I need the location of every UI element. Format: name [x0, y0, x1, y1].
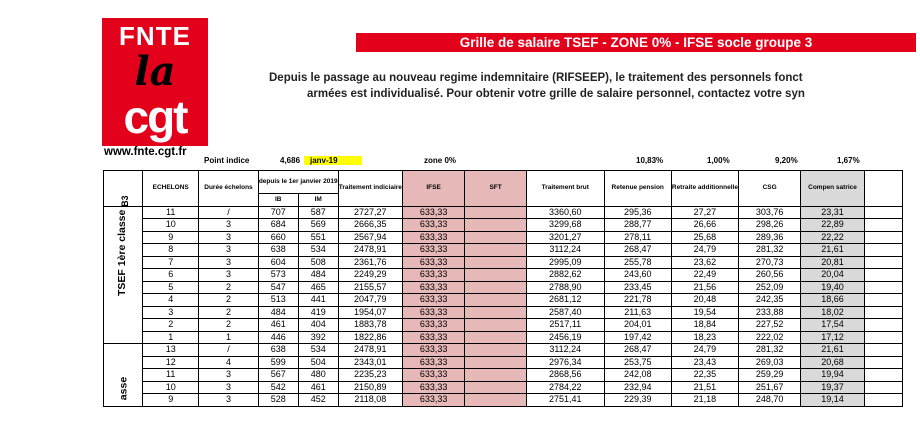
pct-retraite: 1,00%: [707, 156, 730, 165]
cell-im: 508: [298, 256, 338, 269]
cell-duree: 3: [199, 369, 259, 382]
cell-retraite-additionnelle: 18,23: [671, 331, 738, 344]
cell-retenue-pension: 255,78: [604, 256, 671, 269]
cell-compensatrice: 20,81: [801, 256, 864, 269]
cell-ifse: 633,33: [402, 394, 464, 407]
logo-la-text: la: [134, 48, 176, 95]
cell-echelon: 8: [143, 244, 199, 257]
cell-sft: [465, 344, 527, 357]
header-traitement-indiciaire: Traitement indiciaire: [338, 171, 402, 207]
table-row: [104, 319, 903, 332]
cell-traitement-brut: 2995,09: [526, 256, 604, 269]
cell-ib: 573: [258, 269, 298, 282]
cell-compensatrice: 18,66: [801, 294, 864, 307]
cell-cut: [864, 369, 902, 382]
cell-ib: 638: [258, 244, 298, 257]
cell-traitement-brut: 3299,68: [526, 219, 604, 232]
cell-compensatrice: 19,40: [801, 281, 864, 294]
cell-ifse: 633,33: [402, 356, 464, 369]
group-label-text: asse: [117, 376, 130, 400]
cell-cut: [864, 381, 902, 394]
cell-traitement-brut: 2788,90: [526, 281, 604, 294]
cell-echelon: 13: [143, 344, 199, 357]
cell-traitement-indiciaire: 2047,79: [338, 294, 402, 307]
table-row: [104, 369, 903, 382]
cell-duree: 1: [199, 331, 259, 344]
header-echelons: ECHELONS: [143, 171, 199, 207]
cell-retraite-additionnelle: 24,79: [671, 344, 738, 357]
cell-echelon: 11: [143, 369, 199, 382]
cell-compensatrice: 20,04: [801, 269, 864, 282]
table-row: [104, 206, 903, 219]
table-row: [104, 281, 903, 294]
cell-echelon: 4: [143, 294, 199, 307]
cell-traitement-indiciaire: 2343,01: [338, 356, 402, 369]
cell-duree: /: [199, 206, 259, 219]
cell-traitement-brut: 2976,34: [526, 356, 604, 369]
cell-cut: [864, 231, 902, 244]
header-depuis: depuis le 1er janvier 2019: [258, 171, 338, 194]
table-row: [104, 219, 903, 232]
cell-ib: 513: [258, 294, 298, 307]
cell-retraite-additionnelle: 19,54: [671, 306, 738, 319]
cell-traitement-brut: 2681,12: [526, 294, 604, 307]
cell-traitement-brut: 2882,62: [526, 269, 604, 282]
cell-echelon: 9: [143, 231, 199, 244]
cell-im: 551: [298, 231, 338, 244]
cell-echelon: 6: [143, 269, 199, 282]
cell-im: 404: [298, 319, 338, 332]
cell-duree: 2: [199, 281, 259, 294]
cell-retraite-additionnelle: 24,79: [671, 244, 738, 257]
cell-ifse: 633,33: [402, 281, 464, 294]
cell-retenue-pension: 221,78: [604, 294, 671, 307]
cell-traitement-indiciaire: 2155,57: [338, 281, 402, 294]
cell-echelon: 7: [143, 256, 199, 269]
table-row: [104, 381, 903, 394]
cell-compensatrice: 20,68: [801, 356, 864, 369]
cell-csg: 303,76: [738, 206, 800, 219]
cell-ib: 542: [258, 381, 298, 394]
table-row: [104, 306, 903, 319]
cell-retenue-pension: 197,42: [604, 331, 671, 344]
description-line-1: Depuis le passage au nouveau regime indemnitaire (RIFSEEP), le traitement des personnels fonct: [269, 72, 803, 84]
cell-ifse: 633,33: [402, 381, 464, 394]
cell-echelon: 1: [143, 331, 199, 344]
cell-ifse: 633,33: [402, 344, 464, 357]
header-csg: CSG: [738, 171, 800, 207]
cell-compensatrice: 17,12: [801, 331, 864, 344]
cell-retenue-pension: 268,47: [604, 244, 671, 257]
cell-csg: 289,36: [738, 231, 800, 244]
cell-ifse: 633,33: [402, 219, 464, 232]
cell-ifse: 633,33: [402, 231, 464, 244]
cell-cut: [864, 394, 902, 407]
cell-csg: 252,09: [738, 281, 800, 294]
cell-retenue-pension: 229,39: [604, 394, 671, 407]
cell-duree: 3: [199, 394, 259, 407]
cell-traitement-brut: 3112,24: [526, 344, 604, 357]
cell-im: 419: [298, 306, 338, 319]
cell-duree: 2: [199, 306, 259, 319]
table-row: [104, 256, 903, 269]
cell-traitement-indiciaire: 2150,89: [338, 381, 402, 394]
cell-sft: [465, 356, 527, 369]
cell-retraite-additionnelle: 26,66: [671, 219, 738, 232]
cell-sft: [465, 244, 527, 257]
cell-traitement-brut: 2868,56: [526, 369, 604, 382]
group-label-sub: B3: [120, 195, 131, 207]
cell-im: 480: [298, 369, 338, 382]
cell-im: 534: [298, 244, 338, 257]
cell-csg: 269,03: [738, 356, 800, 369]
pct-compen: 1,67%: [837, 156, 860, 165]
cell-ib: 567: [258, 369, 298, 382]
cell-cut: [864, 256, 902, 269]
cell-retenue-pension: 295,36: [604, 206, 671, 219]
cell-ifse: 633,33: [402, 206, 464, 219]
cell-retenue-pension: 288,77: [604, 219, 671, 232]
cell-csg: 270,73: [738, 256, 800, 269]
cell-im: 461: [298, 381, 338, 394]
cell-retraite-additionnelle: 20,48: [671, 294, 738, 307]
cell-ib: 599: [258, 356, 298, 369]
cell-ifse: 633,33: [402, 244, 464, 257]
cell-sft: [465, 206, 527, 219]
cell-cut: [864, 219, 902, 232]
header-im: IM: [298, 194, 338, 207]
cell-traitement-brut: 2456,19: [526, 331, 604, 344]
cell-ib: 461: [258, 319, 298, 332]
cell-sft: [465, 281, 527, 294]
cell-echelon: 3: [143, 306, 199, 319]
cell-duree: 3: [199, 381, 259, 394]
cell-compensatrice: 21,61: [801, 244, 864, 257]
cell-cut: [864, 244, 902, 257]
cell-csg: 251,67: [738, 381, 800, 394]
cell-traitement-indiciaire: 1954,07: [338, 306, 402, 319]
cell-ib: 638: [258, 344, 298, 357]
cell-traitement-indiciaire: 1883,78: [338, 319, 402, 332]
point-indice-value: 4,686: [280, 156, 301, 165]
group-label-cell: [104, 344, 143, 407]
cell-duree: 4: [199, 356, 259, 369]
cell-ib: 604: [258, 256, 298, 269]
cell-retenue-pension: 211,63: [604, 306, 671, 319]
cell-csg: 242,35: [738, 294, 800, 307]
cell-sft: [465, 219, 527, 232]
cell-im: 452: [298, 394, 338, 407]
cell-sft: [465, 381, 527, 394]
cell-duree: 3: [199, 256, 259, 269]
cell-retenue-pension: 253,75: [604, 356, 671, 369]
header-cut: [864, 171, 902, 207]
cell-traitement-indiciaire: 2666,35: [338, 219, 402, 232]
cell-traitement-indiciaire: 2567,94: [338, 231, 402, 244]
cell-compensatrice: 19,14: [801, 394, 864, 407]
cell-ib: 547: [258, 281, 298, 294]
cell-sft: [465, 306, 527, 319]
page-title: Grille de salaire TSEF - ZONE 0% - IFSE socle groupe 3: [459, 35, 813, 50]
cell-cut: [864, 206, 902, 219]
cell-ib: 684: [258, 219, 298, 232]
cell-im: 587: [298, 206, 338, 219]
cell-compensatrice: 23,31: [801, 206, 864, 219]
cell-compensatrice: 19,94: [801, 369, 864, 382]
fnte-cgt-logo: [102, 18, 208, 146]
cell-ib: 484: [258, 306, 298, 319]
cell-csg: 281,32: [738, 344, 800, 357]
group-label: [115, 195, 131, 297]
cell-sft: [465, 231, 527, 244]
cell-traitement-brut: 3201,27: [526, 231, 604, 244]
cell-ib: 660: [258, 231, 298, 244]
cell-echelon: 10: [143, 219, 199, 232]
pct-csg: 9,20%: [775, 156, 798, 165]
cell-im: 534: [298, 344, 338, 357]
website-link[interactable]: www.fnte.cgt.fr: [104, 146, 187, 158]
cell-retraite-additionnelle: 18,84: [671, 319, 738, 332]
cell-ifse: 633,33: [402, 369, 464, 382]
cell-duree: 2: [199, 319, 259, 332]
table-row: [104, 231, 903, 244]
cell-ifse: 633,33: [402, 331, 464, 344]
header-retraite-additionnelle: Retraite additionnelle: [671, 171, 738, 207]
cell-ifse: 633,33: [402, 256, 464, 269]
cell-traitement-indiciaire: 2727,27: [338, 206, 402, 219]
cell-retraite-additionnelle: 22,35: [671, 369, 738, 382]
cell-im: 504: [298, 356, 338, 369]
date-cell: janv-19: [304, 156, 362, 165]
cell-retraite-additionnelle: 21,51: [671, 381, 738, 394]
header-ib: IB: [258, 194, 298, 207]
cell-sft: [465, 369, 527, 382]
cell-sft: [465, 331, 527, 344]
cell-echelon: 2: [143, 319, 199, 332]
cell-traitement-indiciaire: 1822,86: [338, 331, 402, 344]
header-traitement-brut: Traitement brut: [526, 171, 604, 207]
cell-echelon: 5: [143, 281, 199, 294]
group-label-cell: [104, 195, 143, 344]
cell-csg: 281,32: [738, 244, 800, 257]
cell-retraite-additionnelle: 21,56: [671, 281, 738, 294]
cell-ifse: 633,33: [402, 319, 464, 332]
point-indice-label: Point indice: [204, 156, 250, 165]
logo-fnte-text: FNTE: [119, 21, 191, 51]
cell-retraite-additionnelle: 27,27: [671, 206, 738, 219]
table-row: [104, 294, 903, 307]
table-row: [104, 394, 903, 407]
cell-traitement-indiciaire: 2235,23: [338, 369, 402, 382]
cell-retenue-pension: 232,94: [604, 381, 671, 394]
salary-grid-table: [103, 170, 903, 407]
cell-cut: [864, 294, 902, 307]
cell-echelon: 12: [143, 356, 199, 369]
cell-traitement-brut: 2587,40: [526, 306, 604, 319]
cell-im: 484: [298, 269, 338, 282]
cell-sft: [465, 269, 527, 282]
cell-csg: 259,29: [738, 369, 800, 382]
cell-cut: [864, 281, 902, 294]
cell-ib: 707: [258, 206, 298, 219]
cell-traitement-brut: 2751,41: [526, 394, 604, 407]
cell-cut: [864, 356, 902, 369]
cell-cut: [864, 331, 902, 344]
cell-csg: 260,56: [738, 269, 800, 282]
table-row: [104, 356, 903, 369]
cell-traitement-brut: 3360,60: [526, 206, 604, 219]
cell-im: 392: [298, 331, 338, 344]
cell-im: 441: [298, 294, 338, 307]
cell-csg: 248,70: [738, 394, 800, 407]
cell-compensatrice: 22,89: [801, 219, 864, 232]
cell-compensatrice: 18,02: [801, 306, 864, 319]
cell-echelon: 9: [143, 394, 199, 407]
header-duree: Durée échelons: [199, 171, 259, 207]
cell-retenue-pension: 243,60: [604, 269, 671, 282]
group-label: [119, 368, 130, 408]
header-sft: SFT: [465, 171, 527, 207]
logo-cgt-text: cgt: [123, 91, 187, 143]
cell-ib: 446: [258, 331, 298, 344]
cell-csg: 233,88: [738, 306, 800, 319]
cell-ifse: 633,33: [402, 269, 464, 282]
cell-cut: [864, 306, 902, 319]
page-title-banner: [356, 33, 916, 52]
cell-compensatrice: 19,37: [801, 381, 864, 394]
cell-duree: 3: [199, 244, 259, 257]
cell-traitement-brut: 2517,11: [526, 319, 604, 332]
cell-retraite-additionnelle: 21,18: [671, 394, 738, 407]
cell-compensatrice: 17,54: [801, 319, 864, 332]
description-line-2: armées est individualisé. Pour obtenir votre grille de salaire personnel, contactez votre syn: [307, 88, 805, 100]
header-compensatrice: Compen satrice: [801, 171, 864, 207]
group-label-text: TSEF 1ère classe: [115, 209, 128, 297]
cell-retenue-pension: 278,11: [604, 231, 671, 244]
cell-traitement-brut: 2784,22: [526, 381, 604, 394]
cell-traitement-indiciaire: 2249,29: [338, 269, 402, 282]
table-row: [104, 331, 903, 344]
cell-ifse: 633,33: [402, 294, 464, 307]
cell-retraite-additionnelle: 23,43: [671, 356, 738, 369]
cell-traitement-brut: 3112,24: [526, 244, 604, 257]
cell-im: 465: [298, 281, 338, 294]
cell-cut: [864, 269, 902, 282]
cell-retenue-pension: 233,45: [604, 281, 671, 294]
header-retenue-pension: Retenue pension: [604, 171, 671, 207]
table-row: [104, 344, 903, 357]
cell-duree: 3: [199, 231, 259, 244]
cell-ib: 528: [258, 394, 298, 407]
cell-traitement-indiciaire: 2478,91: [338, 244, 402, 257]
cell-compensatrice: 22,22: [801, 231, 864, 244]
cell-csg: 298,26: [738, 219, 800, 232]
cell-traitement-indiciaire: 2478,91: [338, 344, 402, 357]
cell-retraite-additionnelle: 25,68: [671, 231, 738, 244]
cell-duree: 3: [199, 269, 259, 282]
cell-ifse: 633,33: [402, 306, 464, 319]
cell-sft: [465, 319, 527, 332]
cell-echelon: 10: [143, 381, 199, 394]
cell-duree: 3: [199, 219, 259, 232]
cell-sft: [465, 294, 527, 307]
table-row: [104, 269, 903, 282]
cell-retraite-additionnelle: 23,62: [671, 256, 738, 269]
cell-sft: [465, 256, 527, 269]
cell-csg: 222,02: [738, 331, 800, 344]
cell-cut: [864, 344, 902, 357]
cell-retenue-pension: 204,01: [604, 319, 671, 332]
table-row: [104, 244, 903, 257]
cell-retenue-pension: 268,47: [604, 344, 671, 357]
pct-pension: 10,83%: [636, 156, 664, 165]
cell-csg: 227,52: [738, 319, 800, 332]
cell-cut: [864, 319, 902, 332]
cell-retraite-additionnelle: 22,49: [671, 269, 738, 282]
cell-retenue-pension: 242,08: [604, 369, 671, 382]
cell-duree: 2: [199, 294, 259, 307]
cell-duree: /: [199, 344, 259, 357]
cell-echelon: 11: [143, 206, 199, 219]
cell-traitement-indiciaire: 2361,76: [338, 256, 402, 269]
cell-compensatrice: 21,61: [801, 344, 864, 357]
zone-label: zone 0%: [424, 156, 457, 165]
cell-sft: [465, 394, 527, 407]
cell-traitement-indiciaire: 2118,08: [338, 394, 402, 407]
header-ifse: IFSE: [402, 171, 464, 207]
cell-im: 569: [298, 219, 338, 232]
